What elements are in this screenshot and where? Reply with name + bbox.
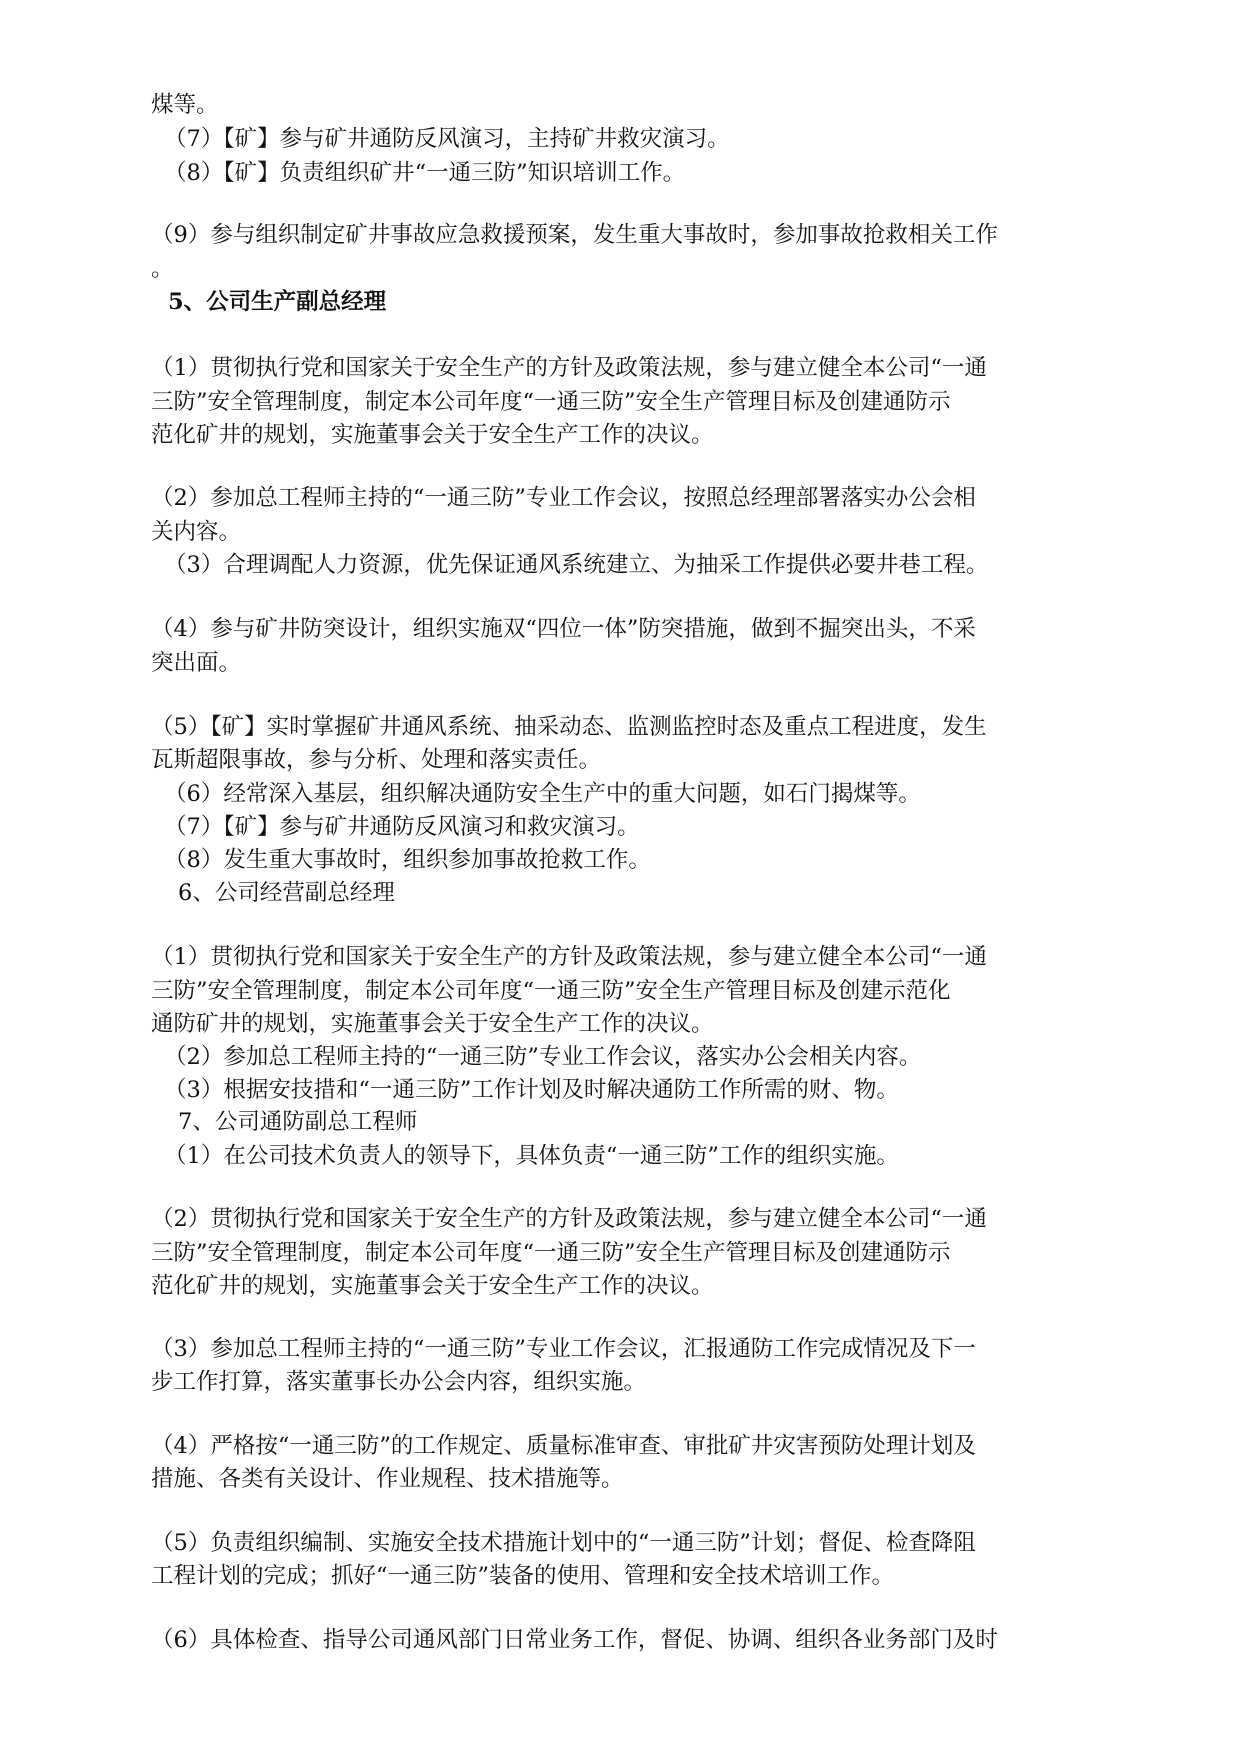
- text-line: 瓦斯超限事故，参与分析、处理和落实责任。: [151, 747, 602, 773]
- section-heading: 5、公司生产副总经理: [168, 289, 387, 315]
- list-item: （5）【矿】实时掌握矿井通风系统、抽采动态、监测监控时态及重点工程进度，发生: [151, 714, 987, 740]
- text-line: 煤等。: [151, 92, 219, 118]
- text-line: 范化矿井的规划，实施董事会关于安全生产工作的决议。: [151, 1273, 714, 1299]
- list-item: （1）贯彻执行党和国家关于安全生产的方针及政策法规，参与建立健全本公司“一通: [151, 355, 987, 381]
- text-line: 。: [151, 256, 174, 282]
- text-line: 关内容。: [151, 519, 242, 545]
- text-line: 三防”安全管理制度，制定本公司年度“一通三防”安全生产管理目标及创建示范化: [151, 978, 951, 1004]
- list-item: （1）贯彻执行党和国家关于安全生产的方针及政策法规，参与建立健全本公司“一通: [151, 944, 987, 970]
- list-item: （3）合理调配人力资源，优先保证通风系统建立、为抽采工作提供必要井巷工程。: [164, 552, 989, 578]
- list-item: （2）贯彻执行党和国家关于安全生产的方针及政策法规，参与建立健全本公司“一通: [151, 1206, 987, 1232]
- list-item: （7）【矿】参与矿井通防反风演习，主持矿井救灾演习。: [164, 126, 730, 152]
- list-item: （2）参加总工程师主持的“一通三防”专业工作会议，落实办公会相关内容。: [164, 1044, 922, 1070]
- list-item: （3）根据安技措和“一通三防”工作计划及时解决通防工作所需的财、物。: [164, 1077, 899, 1103]
- text-line: 措施、各类有关设计、作业规程、技术措施等。: [151, 1466, 624, 1492]
- list-item: （3）参加总工程师主持的“一通三防”专业工作会议，汇报通防工作完成情况及下一: [151, 1336, 976, 1362]
- list-item: （2）参加总工程师主持的“一通三防”专业工作会议，按照总经理部署落实办公会相: [151, 485, 976, 511]
- section-heading: 7、公司通防副总工程师: [178, 1109, 418, 1135]
- section-heading: 6、公司经营副总经理: [178, 880, 395, 906]
- text-line: 范化矿井的规划，实施董事会关于安全生产工作的决议。: [151, 422, 714, 448]
- list-item: （4）参与矿井防突设计，组织实施双“四位一体”防突措施，做到不掘突出头，不采: [151, 616, 976, 642]
- list-item: （9）参与组织制定矿井事故应急救援预案，发生重大事故时，参加事故抢救相关工作: [151, 222, 998, 248]
- text-line: 三防”安全管理制度，制定本公司年度“一通三防”安全生产管理目标及创建通防示: [151, 389, 951, 415]
- text-line: 通防矿井的规划，实施董事会关于安全生产工作的决议。: [151, 1011, 714, 1037]
- list-item: （4）严格按“一通三防”的工作规定、质量标准审查、审批矿井灾害预防处理计划及: [151, 1433, 976, 1459]
- text-line: 工程计划的完成；抓好“一通三防”装备的使用、管理和安全技术培训工作。: [151, 1563, 895, 1589]
- list-item: （5）负责组织编制、实施安全技术措施计划中的“一通三防”计划；督促、检查降阻: [151, 1530, 976, 1556]
- text-line: 步工作打算，落实董事长办公会内容，组织实施。: [151, 1369, 647, 1395]
- list-item: （1）在公司技术负责人的领导下，具体负责“一通三防”工作的组织实施。: [164, 1143, 899, 1169]
- list-item: （8）发生重大事故时，组织参加事故抢救工作。: [164, 847, 651, 873]
- list-item: （7）【矿】参与矿井通防反风演习和救灾演习。: [164, 814, 640, 840]
- list-item: （6）具体检查、指导公司通风部门日常业务工作，督促、协调、组织各业务部门及时: [151, 1627, 998, 1653]
- text-line: 三防”安全管理制度，制定本公司年度“一通三防”安全生产管理目标及创建通防示: [151, 1240, 951, 1266]
- list-item: （8）【矿】负责组织矿井“一通三防”知识培训工作。: [164, 160, 686, 186]
- text-line: 突出面。: [151, 650, 242, 676]
- list-item: （6）经常深入基层，组织解决通防安全生产中的重大问题，如石门揭煤等。: [164, 781, 921, 807]
